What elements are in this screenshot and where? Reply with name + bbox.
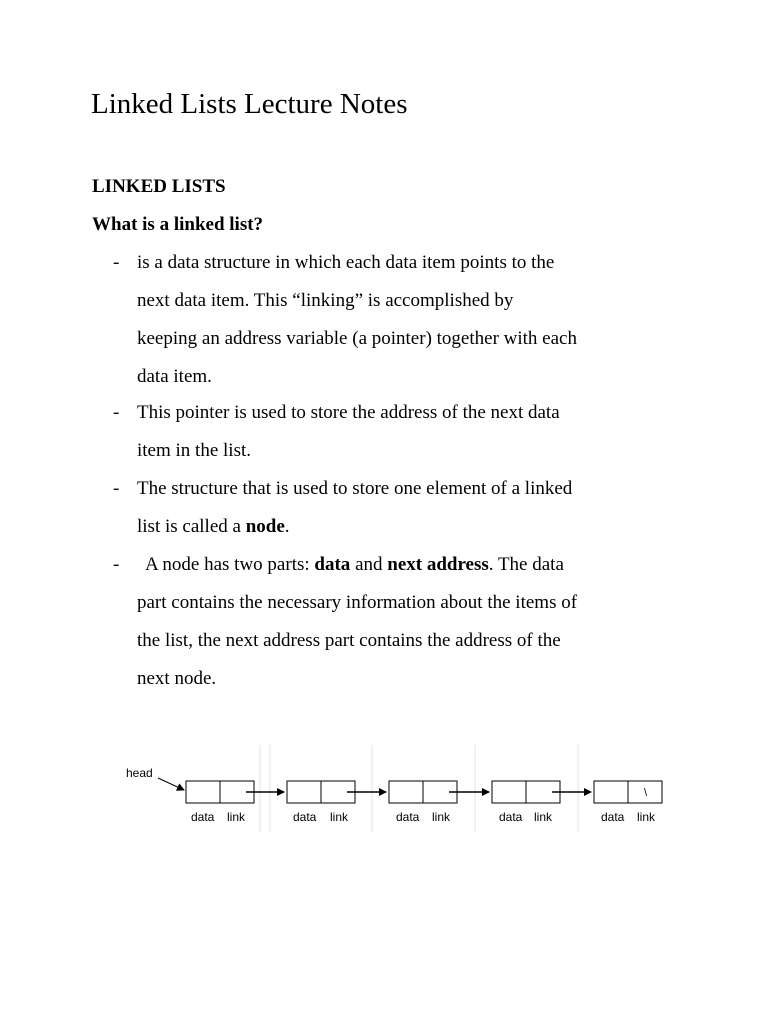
bullet-text-segment: A node has two parts: xyxy=(145,554,315,575)
bullet-text-line: next node. xyxy=(137,668,217,689)
bullet-text-line xyxy=(137,508,290,546)
bullet-text-segment: and xyxy=(350,554,388,575)
bullet-text-line: The structure that is used to store one element of a linked xyxy=(137,478,573,499)
question-heading: What is a linked list? xyxy=(92,214,264,235)
section-heading: LINKED LISTS xyxy=(92,176,226,197)
node-2 xyxy=(287,781,355,824)
term-data: data xyxy=(314,554,351,575)
bullet-text-segment: list is called a xyxy=(137,516,246,537)
bullet-text-segment: . The data xyxy=(488,554,564,575)
bullet-text-line: part contains the necessary information about the items of xyxy=(137,592,578,613)
bullet-dash: - xyxy=(113,402,120,423)
bullet-text-line: next data item. This “linking” is accomplished by xyxy=(137,290,514,311)
node-data-label: data xyxy=(499,810,523,824)
bullet-text-line: data item. xyxy=(137,366,212,387)
node-link-label: link xyxy=(432,810,451,824)
bullet-text-line xyxy=(145,546,564,584)
bullet-text-segment: . xyxy=(284,516,290,537)
node-4 xyxy=(492,781,560,824)
bullet-text-line: This pointer is used to store the address of the next data xyxy=(137,402,560,423)
bullet-text-line: is a data structure in which each data item points to the xyxy=(137,252,555,273)
node-data-label: data xyxy=(396,810,420,824)
linked-list-diagram xyxy=(120,740,680,840)
node-link-label: link xyxy=(637,810,656,824)
bullet-text-line: keeping an address variable (a pointer) together with each xyxy=(137,328,577,349)
term-next-address: next address xyxy=(387,554,489,575)
node-data-label: data xyxy=(191,810,215,824)
node-3 xyxy=(389,781,457,824)
bullet-dash: - xyxy=(113,554,120,575)
bullet-dash: - xyxy=(113,478,120,499)
head-pointer-arrow xyxy=(158,778,184,790)
bullet-text-line: the list, the next address part contains the address of the xyxy=(137,630,561,651)
bullet-dash: - xyxy=(113,252,120,273)
node-link-label: link xyxy=(534,810,553,824)
null-link-mark: \ xyxy=(644,787,648,799)
bullet-text-line: item in the list. xyxy=(137,440,251,461)
node-5 xyxy=(594,781,662,824)
document-title: Linked Lists Lecture Notes xyxy=(91,88,408,120)
node-data-label: data xyxy=(293,810,317,824)
head-label: head xyxy=(126,766,153,780)
node-1 xyxy=(186,781,254,824)
term-node: node xyxy=(245,516,285,537)
node-link-label: link xyxy=(330,810,349,824)
node-data-label: data xyxy=(601,810,625,824)
node-link-label: link xyxy=(227,810,246,824)
